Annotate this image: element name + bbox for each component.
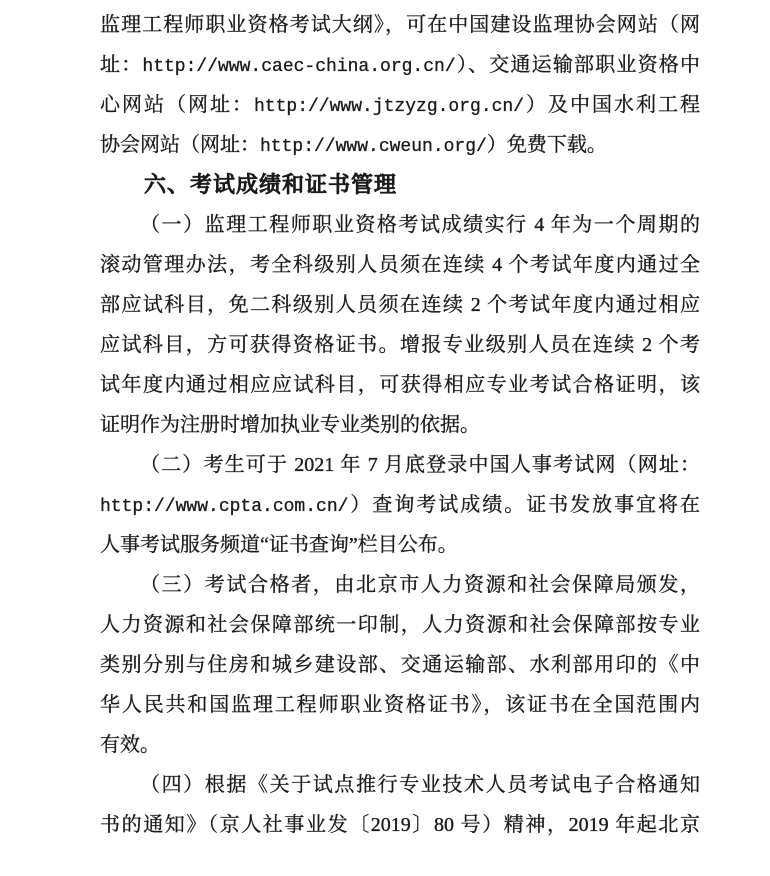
paragraph-electronic-certificate xyxy=(100,765,700,845)
line-text: ）、交通运输部职业资格中 xyxy=(455,54,700,76)
url-text-cweun: http://www.cweun.org/ xyxy=(260,137,487,157)
text-line: 试年度内通过相应应试科目，可获得相应专业考试合格证明，该 xyxy=(100,374,700,396)
text-line: 滚动管理办法，考全科级别人员须在连续 4 个考试年度内通过全 xyxy=(100,254,700,276)
paragraph-score-management xyxy=(100,205,700,445)
line-text: ）及中国水利工程 xyxy=(524,94,701,116)
paragraph-score-query xyxy=(100,445,700,565)
text-line: 书的通知》（京人社事业发〔2019〕80 号）精神，2019 年起北京 xyxy=(100,814,700,836)
paragraph-download-sites xyxy=(100,5,700,165)
text-line xyxy=(100,85,700,125)
text-line: （三）考试合格者，由北京市人力资源和社会保障局颁发， xyxy=(140,574,700,596)
url-text-caec: http://www.caec-china.org.cn/ xyxy=(142,57,456,77)
text-line: 监理工程师职业资格考试大纲》，可在中国建设监理协会网站（网 xyxy=(100,14,700,36)
text-line: 部应试科目，免二科级别人员须在连续 2 个考试年度内通过相应 xyxy=(100,294,700,316)
text-line xyxy=(100,45,700,85)
line-text: 心网站（网址： xyxy=(100,94,254,116)
text-line: 人事考试服务频道“证书查询”栏目公布。 xyxy=(100,534,458,556)
text-line: 证明作为注册时增加执业专业类别的依据。 xyxy=(100,414,480,436)
line-text: 址： xyxy=(100,54,143,76)
text-line: （二）考生可于 2021 年 7 月底登录中国人事考试网（网址： xyxy=(140,454,700,476)
line-text: 协会网站（网址： xyxy=(100,134,260,156)
text-line: 类别分别与住房和城乡建设部、交通运输部、水利部用印的《中 xyxy=(100,654,700,676)
text-line: （一）监理工程师职业资格考试成绩实行 4 年为一个周期的 xyxy=(140,214,700,236)
text-line: （四）根据《关于试点推行专业技术人员考试电子合格通知 xyxy=(140,774,700,796)
text-line xyxy=(100,485,700,525)
url-text-jtzyzg: http://www.jtzyzg.org.cn/ xyxy=(253,97,525,117)
line-text: ）免费下载。 xyxy=(486,134,607,156)
section-heading: 六、考试成绩和证书管理 xyxy=(144,172,398,197)
text-line: 应试科目，方可获得资格证书。增报专业级别人员在连续 2 个考 xyxy=(100,334,700,356)
text-line: 有效。 xyxy=(100,734,160,756)
text-line: 华人民共和国监理工程师职业资格证书》，该证书在全国范围内 xyxy=(100,694,700,716)
document-page xyxy=(100,5,700,845)
line-text: ）查询考试成绩。证书发放事宜将在 xyxy=(348,494,700,516)
text-line: 人力资源和社会保障部统一印制，人力资源和社会保障部按专业 xyxy=(100,614,700,636)
url-text-cpta: http://www.cpta.com.cn/ xyxy=(100,497,349,517)
paragraph-certificate-issuance xyxy=(100,565,700,765)
text-line xyxy=(100,125,700,165)
